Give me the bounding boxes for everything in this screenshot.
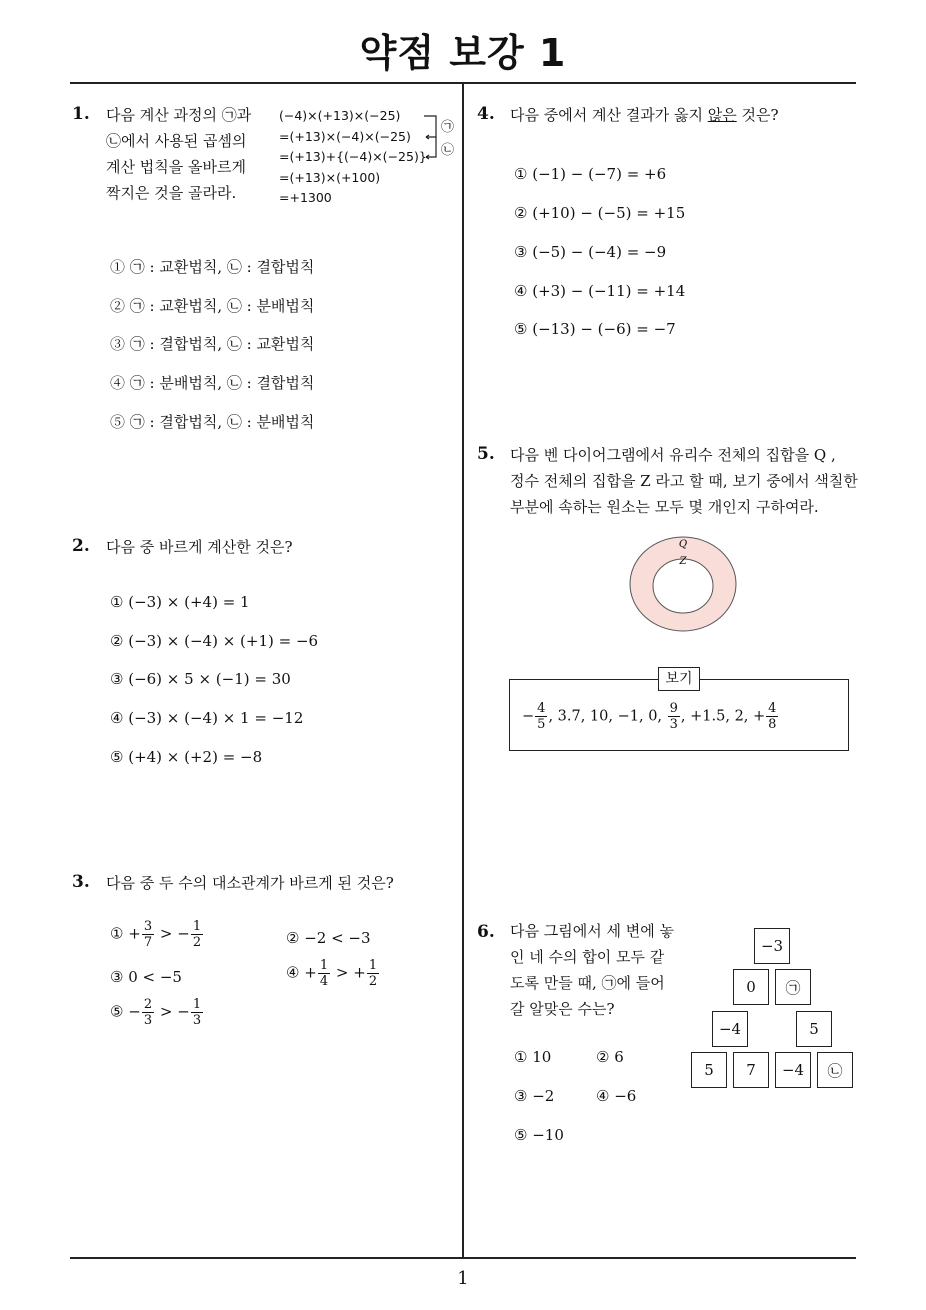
triangle-box-top: −3 xyxy=(754,928,790,964)
q2-option-1[interactable]: ① (−3) × (+4) = 1 xyxy=(110,593,250,611)
bogi-label: 보기 xyxy=(658,667,700,691)
q1-option-1[interactable]: ① ㉠ : 교환법칙, ㉡ : 결합법칙 xyxy=(110,258,315,276)
q1-calculation xyxy=(279,106,427,209)
q6-text xyxy=(510,918,674,1022)
page-title: 약점 보강 1 xyxy=(359,31,567,75)
q5-number: 5. xyxy=(477,444,495,464)
q2-number: 2. xyxy=(72,536,90,556)
calc-line: =+1300 xyxy=(279,190,332,205)
q3-option-1[interactable]: ① + $\frac{3}{7}$ > − $\frac{1}{2}$ xyxy=(110,919,202,950)
triangle-box-right-middle: 5 xyxy=(796,1011,832,1047)
q1-number: 1. xyxy=(72,104,90,124)
fraction: $\frac{2}{3}$ xyxy=(143,997,153,1028)
q3-number: 3. xyxy=(72,872,90,892)
fraction: $\frac{1}{2}$ xyxy=(368,958,378,989)
calc-line: (−4)×(+13)×(−25) xyxy=(279,108,401,123)
venn-inner-label: Z xyxy=(679,556,687,567)
q4-underlined-word: 않은 xyxy=(707,106,737,124)
q1-option-5[interactable]: ⑤ ㉠ : 결합법칙, ㉡ : 분배법칙 xyxy=(110,413,315,431)
q1-text-line: 다음 계산 과정의 ㉠과 xyxy=(106,106,252,124)
fraction: $\frac{1}{4}$ xyxy=(319,958,329,989)
triangle-box-bottom-1: 5 xyxy=(691,1052,727,1088)
q4-option-3[interactable]: ③ (−5) − (−4) = −9 xyxy=(514,243,667,261)
venn-outer-label: Q xyxy=(678,539,688,550)
venn-diagram xyxy=(626,532,742,636)
q4-option-2[interactable]: ② (+10) − (−5) = +15 xyxy=(514,204,686,222)
q2-option-5[interactable]: ⑤ (+4) × (+2) = −8 xyxy=(110,748,263,766)
triangle-box-circled-a: ㉠ xyxy=(775,969,811,1005)
q2-option-3[interactable]: ③ (−6) × 5 × (−1) = 30 xyxy=(110,670,291,688)
q4-option-1[interactable]: ① (−1) − (−7) = +6 xyxy=(514,165,667,183)
q6-number: 6. xyxy=(477,922,495,942)
q5-text xyxy=(510,442,858,520)
q3-option-5[interactable]: ⑤ − $\frac{2}{3}$ > − $\frac{1}{3}$ xyxy=(110,997,202,1028)
column-divider xyxy=(462,83,464,1258)
q3-option-4[interactable]: ④ + $\frac{1}{4}$ > + $\frac{1}{2}$ xyxy=(286,958,378,989)
bogi-contents: − $\frac{4}{5}$ , 3.7, 10, −1, 0, $\frac{9}{3}$ , +1.5, 2, + $\frac{4}{8}$ xyxy=(522,700,777,732)
q1-mark-b: ㉡ xyxy=(441,143,455,158)
triangle-box-left-middle: −4 xyxy=(712,1011,748,1047)
triangle-box-bottom-3: −4 xyxy=(775,1052,811,1088)
q4-option-4[interactable]: ④ (+3) − (−11) = +14 xyxy=(514,282,686,300)
q5-text-line: 정수 전체의 집합을 Z 라고 할 때, 보기 중에서 색칠한 xyxy=(510,472,858,490)
fraction: $\frac{1}{2}$ xyxy=(192,919,202,950)
q5-text-line: 부분에 속하는 원소는 모두 몇 개인지 구하여라. xyxy=(510,498,819,516)
q4-option-5[interactable]: ⑤ (−13) − (−6) = −7 xyxy=(514,320,676,338)
footer-divider xyxy=(70,1257,856,1259)
q6-text-line: 갈 알맞은 수는? xyxy=(510,1000,615,1018)
fraction: $\frac{4}{8}$ xyxy=(768,700,777,732)
q6-text-line: 인 네 수의 합이 모두 같 xyxy=(510,948,665,966)
calc-line: =(+13)+{(−4)×(−25)} xyxy=(279,149,427,164)
q3-option-3[interactable]: ③ 0 < −5 xyxy=(110,968,182,986)
q3-text: 다음 중 두 수의 대소관계가 바르게 된 것은? xyxy=(106,874,394,892)
triangle-box-circled-b: ㉡ xyxy=(817,1052,853,1088)
q1-option-3[interactable]: ③ ㉠ : 결합법칙, ㉡ : 교환법칙 xyxy=(110,335,315,353)
q6-text-line: 다음 그림에서 세 변에 놓 xyxy=(510,922,674,940)
q6-option-5[interactable]: ⑤ −10 xyxy=(514,1126,564,1144)
calc-line: =(+13)×(+100) xyxy=(279,169,381,185)
fraction: $\frac{4}{5}$ xyxy=(537,700,546,732)
q4-number: 4. xyxy=(477,104,495,124)
q2-option-4[interactable]: ④ (−3) × (−4) × 1 = −12 xyxy=(110,709,304,727)
q4-text: 다음 중에서 계산 결과가 옳지 않은 것은? xyxy=(510,106,779,124)
triangle-box-left-upper: 0 xyxy=(733,969,769,1005)
q3-option-2[interactable]: ② −2 < −3 xyxy=(286,929,371,947)
calc-line: =(+13)×(−4)×(−25) xyxy=(279,128,411,144)
q1-text-line: 계산 법칙을 올바르게 xyxy=(106,158,246,176)
q6-option-3[interactable]: ③ −2 xyxy=(514,1087,555,1105)
q1-text-line: 짝지은 것을 골라라. xyxy=(106,184,237,202)
q2-option-2[interactable]: ② (−3) × (−4) × (+1) = −6 xyxy=(110,632,319,650)
page-number: 1 xyxy=(457,1268,469,1289)
q1-mark-a: ㉠ xyxy=(441,120,455,135)
q6-option-2[interactable]: ② 6 xyxy=(596,1048,624,1066)
q1-brackets xyxy=(418,110,440,162)
fraction: $\frac{3}{7}$ xyxy=(143,919,153,950)
q1-text-line: ㉡에서 사용된 곱셈의 xyxy=(106,132,247,150)
q2-text: 다음 중 바르게 계산한 것은? xyxy=(106,538,293,556)
q5-text-line: 다음 벤 다이어그램에서 유리수 전체의 집합을 Q , xyxy=(510,446,836,464)
triangle-box-bottom-2: 7 xyxy=(733,1052,769,1088)
venn-inner-set xyxy=(653,559,713,613)
q6-option-4[interactable]: ④ −6 xyxy=(596,1087,637,1105)
fraction: $\frac{9}{3}$ xyxy=(669,700,678,732)
q6-text-line: 도록 만들 때, ㉠에 들어 xyxy=(510,974,665,992)
q1-option-2[interactable]: ② ㉠ : 교환법칙, ㉡ : 분배법칙 xyxy=(110,297,315,315)
q1-option-4[interactable]: ④ ㉠ : 분배법칙, ㉡ : 결합법칙 xyxy=(110,374,315,392)
fraction: $\frac{1}{3}$ xyxy=(192,997,202,1028)
q6-option-1[interactable]: ① 10 xyxy=(514,1048,552,1066)
q1-text xyxy=(106,102,276,206)
